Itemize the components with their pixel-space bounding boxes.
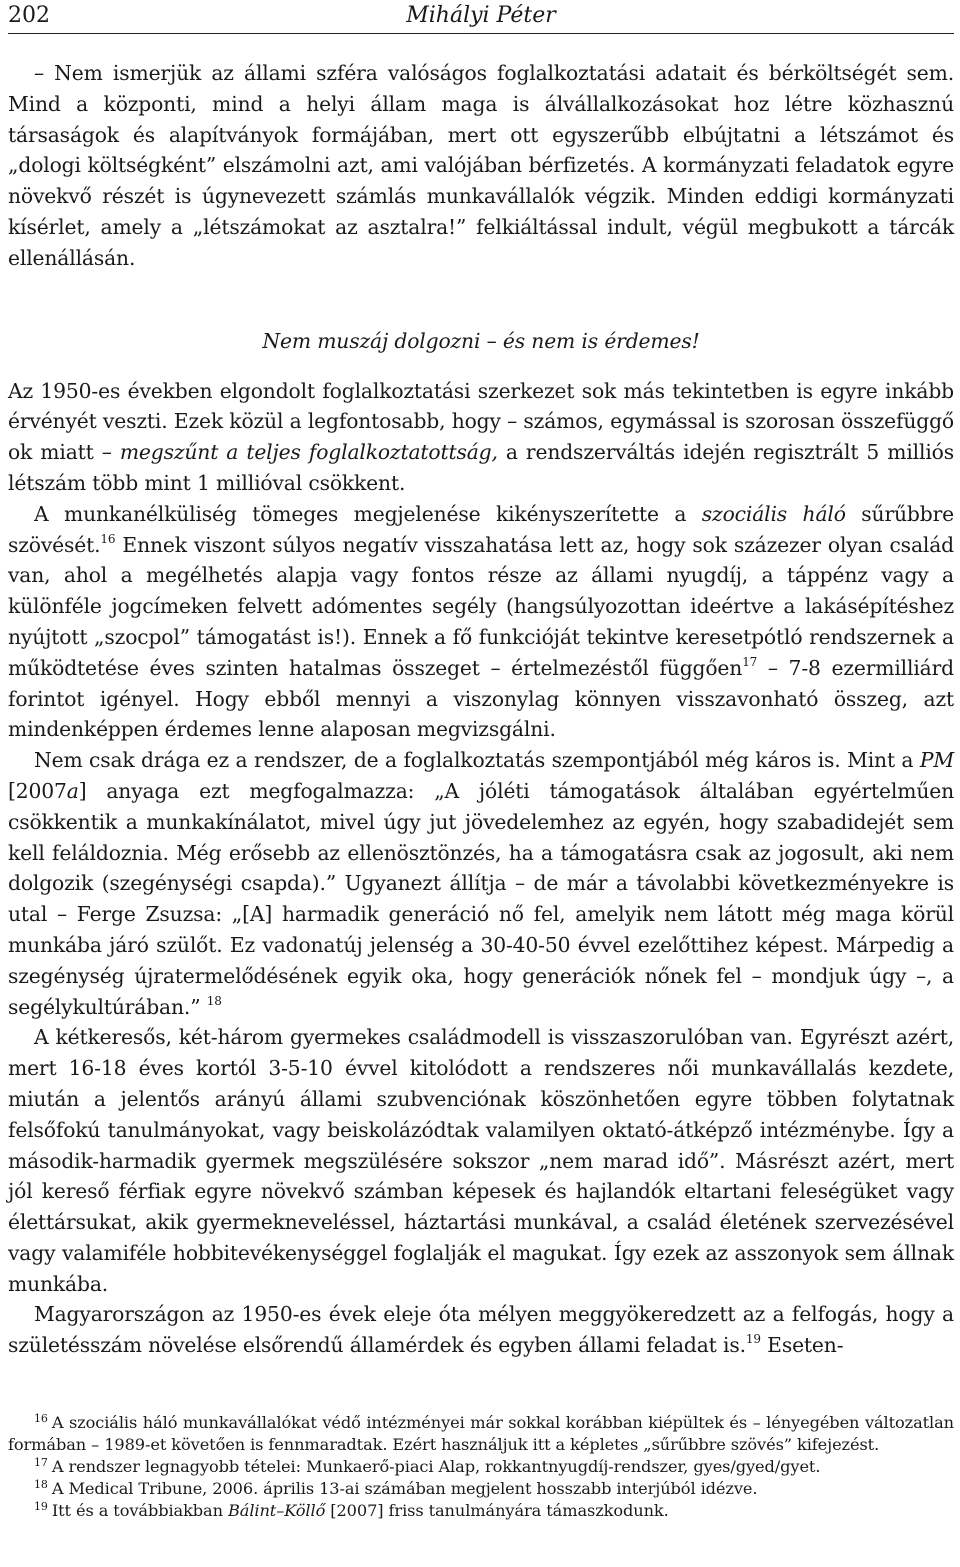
footnote-ref[interactable]: 17 (742, 654, 758, 669)
paragraph-text: Magyarországon az 1950-es évek eleje óta mélyen meggyökeredzett az a felfogás, hogy a születésszám növelése elsőrendű államérdek és egyben állami feladat is. (8, 1302, 954, 1358)
footnote (8, 1500, 954, 1522)
paragraph (8, 1022, 954, 1299)
body-text (8, 58, 954, 1361)
footnote-number: 18 (34, 1478, 48, 1491)
footnote-text: [2007] friss tanulmányára támaszkodunk. (325, 1501, 669, 1520)
footnote-number: 16 (34, 1412, 48, 1425)
paragraph-text: Eseten- (760, 1333, 844, 1358)
paragraph-text: sűrűbbre szövését. (8, 501, 954, 557)
paragraph-text: [2007 (8, 778, 67, 803)
paragraph (8, 58, 954, 274)
paragraph-text: ] anyaga ezt megfogalmazza: „A jóléti támogatások általában egyértelműen csökkentik a munkakínálatot, mivel úgy jut jövedelemhez az egyén, hogy szabadidejét sem kell feláldoznia. Még erősebb az ellenösztönzés, ha a támogatásra csak az jogosult, aki nem dolgozik (szegénységi csapda).” Ugyanezt állítja – de már a távolabbi következményekre is utal – Ferge Zsuzsa: „[A] harmadik generáció nő fel, amelyik nem látott még maga körül munkába járó szülőt. Ez vadonatúj jelenség a 30-40-50 évvel ezelőttihez képest. Márpedig a szegénység újratermelődésének egyik oka, hogy generációk nőnek fel – mondjuk úgy –, a segélykultúrában.” (8, 778, 954, 1019)
footnote-text: A Medical Tribune, 2006. április 13-ai számában megjelent hosszabb interjúból idézve. (51, 1479, 758, 1498)
section-heading: Nem muszáj dolgozni – és nem is érdemes! (262, 328, 700, 353)
emphasis-text: PM (919, 748, 954, 773)
paragraph-text: Nem csak drága ez a rendszer, de a foglalkoztatás szempontjából még káros is. Mint a (34, 748, 920, 773)
paragraph-text: Ennek viszont súlyos negatív visszahatása lett az, hogy sok százezer olyan család van, ahol a megélhetés alapja vagy fontos része az állami nyugdíj, a táppénz vagy a különféle jogcímeken felvett adómentes segély (hangsúlyozottan ideértve a lakásépítéshez nyújtott „szocpol” támogatást is!). Ennek a fő funkcióját tekintve keresetpótló rendszernek a működtetése éves szinten hatalmas összeget – értelmezéstől függően (8, 532, 954, 680)
emphasis-text: szociális háló (701, 501, 846, 526)
paragraph-text: – 7-8 ezermilliárd forintot igényel. Hogy ebből mennyi a viszonylag könnyen visszavonható összeg, azt mindenképpen érdemes lenne alaposan megvizsgálni. (8, 655, 954, 742)
footnote-text: Itt és a továbbiakban (51, 1501, 228, 1520)
paragraph-text: – Nem ismerjük az állami szféra valóságos foglalkoztatási adatait és bérköltségét sem. Mind a központi, mind a helyi állam maga is álvállalkozásokat hoz létre közhasznú társaságok és alapítványok formájában, mert ott egyszerűbb elbújtatni a létszámot és „dologi költségként” elszámolni azt, ami valójában bérfizetés. A kormányzati feladatok egyre növekvő részét is úgynevezett számlás munkavállalók végzik. Minden eddigi kormányzati kísérlet, amely a „létszámokat az asztalra!” felkiáltással indult, végül megbukott a tárcák ellenállásán. (8, 61, 954, 270)
paragraph (8, 745, 954, 1022)
paragraph-text: A kétkeresős, két-három gyermekes családmodell is visszaszorulóban van. Egyrészt azért, mert 16-18 éves kortól 3-5-10 évvel kitolódott a rendszeres női munkavállalás kezdete, miután a jelentős arányú állami szubvenciónak köszönhetően egyre többen folytatnak felsőfokú tanulmányokat, vagy beiskolázódtak valamilyen oktató-átképző intézménybe. Így a második-harmadik gyermek megszülésére sokszor „nem marad idő”. Másrészt azért, mert jól kereső férfiak egyre növekvő számban képesek és hajlandók eltartani feleségüket vagy élettársukat, akik gyermekneveléssel, háztartási munkával, a család életének szervezésével vagy valamiféle hobbitevékenységgel foglalják el magukat. Így ezek az asszonyok sem állnak munkába. (8, 1025, 954, 1296)
footnote-text: A rendszer legnagyobb tételei: Munkaerő-piaci Alap, rokkantnyugdíj-rendszer, gyes/gyed/gyet. (51, 1457, 821, 1476)
emphasis-text: a (66, 778, 79, 803)
emphasis-text: Bálint–Köllő (227, 1501, 326, 1520)
running-title: Mihályi Péter (406, 3, 556, 28)
footnotes (8, 1412, 954, 1522)
footnote (8, 1412, 954, 1456)
paragraph (8, 376, 954, 499)
footnote-ref[interactable]: 19 (745, 1332, 761, 1347)
footnote-ref[interactable]: 16 (100, 531, 116, 546)
footnote-ref[interactable]: 18 (206, 993, 222, 1008)
paragraph (8, 499, 954, 745)
footnote (8, 1456, 954, 1478)
footnote-number: 19 (34, 1500, 48, 1513)
page-number: 202 (8, 3, 50, 28)
paragraph-text: A munkanélküliség tömeges megjelenése kikényszerítette a (34, 501, 702, 526)
footnote-text: A szociális háló munkavállalókat védő intézményei már sokkal korábban kiépültek és – lényegében változatlan formában – 1989-et követően is fennmaradtak. Ezért használjuk itt a képletes „sűrűbbre szövés” kifejezést. (8, 1413, 954, 1454)
footnote-number: 17 (34, 1456, 48, 1469)
footnote (8, 1478, 954, 1500)
paragraph (8, 1299, 954, 1361)
paragraph-text: Az 1950-es években elgondolt foglalkoztatási szerkezet sok más tekintetben is egyre inkább érvényét veszti. Ezek közül a legfontosabb, hogy – számos, egymással is szorosan összefüggő ok miatt – (8, 378, 954, 465)
page-header (8, 0, 954, 34)
emphasis-text: megszűnt a teljes foglalkoztatottság, (119, 440, 498, 465)
paragraph-text: a rendszerváltás idején regisztrált 5 milliós létszám több mint 1 millióval csökkent. (8, 440, 954, 495)
